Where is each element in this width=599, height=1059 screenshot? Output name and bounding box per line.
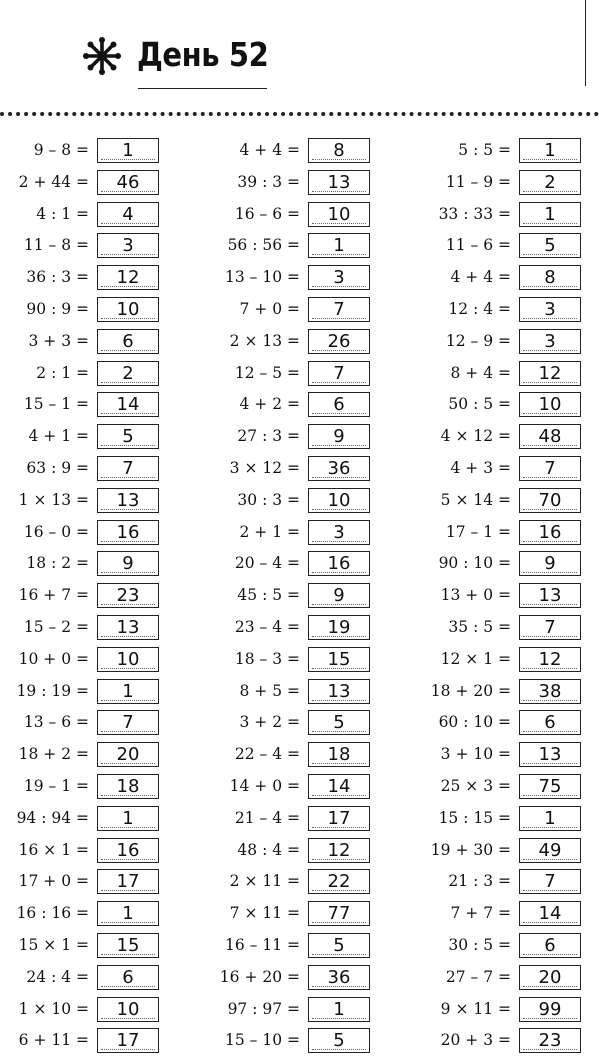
answer-box[interactable] [519, 392, 581, 417]
answer-value: 23 [116, 585, 140, 607]
exercise-expression: 18 + 20 = [430, 681, 511, 700]
answer-value: 38 [538, 680, 562, 702]
exercise-expression: 18 + 2 = [18, 745, 89, 764]
exercise-expression: 21 – 4 = [234, 808, 300, 827]
answer-box[interactable] [519, 520, 581, 545]
exercise-expression: 20 + 3 = [440, 1031, 511, 1050]
exercise-row [0, 391, 599, 423]
answer-value: 10 [116, 648, 140, 670]
answer-value: 6 [544, 934, 556, 956]
exercise-expression: 14 + 0 = [229, 776, 300, 795]
exercise-expression: 9 – 8 = [33, 141, 89, 159]
exercise-expression: 18 – 3 = [234, 649, 300, 668]
exercise-expression: 18 : 2 = [26, 554, 89, 573]
answer-box[interactable] [519, 265, 581, 290]
exercise-expression: 60 : 10 = [438, 713, 511, 732]
answer-value: 13 [116, 616, 140, 638]
answer-value: 5 [333, 712, 345, 734]
exercise-expression: 9 × 11 = [440, 999, 511, 1018]
answer-value: 16 [116, 839, 140, 861]
exercise-expression: 13 – 6 = [23, 713, 89, 732]
answer-value: 36 [327, 966, 351, 988]
answer-value: 14 [327, 775, 351, 797]
exercise-expression: 2 : 1 = [36, 363, 89, 382]
exercise-row [0, 773, 599, 805]
answer-box[interactable] [519, 233, 581, 258]
exercise-expression: 11 – 6 = [445, 236, 511, 255]
exercise-expression: 11 – 8 = [23, 236, 89, 255]
answer-box[interactable] [519, 583, 581, 608]
answer-value: 1 [544, 203, 556, 225]
exercise-expression: 50 : 5 = [448, 395, 511, 414]
exercise-expression: 8 + 4 = [450, 363, 511, 382]
answer-value: 20 [538, 966, 562, 988]
exercise-expression: 15 – 2 = [23, 617, 89, 636]
answer-value: 1 [122, 807, 134, 829]
exercise-expression: 30 : 3 = [237, 490, 300, 509]
answer-box[interactable] [519, 838, 581, 863]
exercise-expression: 4 × 12 = [440, 427, 511, 446]
answer-box[interactable] [519, 774, 581, 799]
title-underline [138, 88, 267, 89]
answer-value: 77 [327, 903, 351, 925]
exercise-expression: 15 – 1 = [23, 395, 89, 414]
exercise-expression: 17 – 1 = [445, 522, 511, 541]
exercise-expression: 7 + 7 = [450, 904, 511, 923]
exercise-expression: 3 + 2 = [239, 713, 300, 732]
exercise-row [0, 137, 599, 169]
answer-box[interactable] [519, 742, 581, 767]
exercise-expression: 90 : 10 = [438, 554, 511, 573]
answer-value: 16 [538, 521, 562, 543]
exercise-expression: 2 + 44 = [18, 172, 89, 191]
exercise-expression: 27 : 3 = [237, 427, 300, 446]
answer-value: 7 [122, 712, 134, 734]
answer-box[interactable] [519, 901, 581, 926]
answer-box[interactable] [519, 806, 581, 831]
exercise-expression: 17 + 0 = [18, 872, 89, 891]
answer-value: 75 [538, 775, 562, 797]
answer-value: 6 [333, 394, 345, 416]
exercise-expression: 30 : 5 = [448, 935, 511, 954]
exercise-expression: 21 : 3 = [448, 872, 511, 891]
answer-value: 4 [122, 203, 134, 225]
answer-value: 8 [544, 267, 556, 289]
exercise-row [0, 805, 599, 837]
answer-value: 9 [333, 426, 345, 448]
exercise-row [0, 582, 599, 614]
exercise-row [0, 232, 599, 264]
answer-value: 5 [333, 934, 345, 956]
exercise-row [0, 678, 599, 710]
page-title: День 52 [137, 35, 269, 74]
answer-value: 7 [333, 298, 345, 320]
exercise-expression: 16 : 16 = [16, 904, 89, 923]
answer-value: 3 [544, 298, 556, 320]
answer-value: 1 [122, 140, 134, 161]
exercise-expression: 16 – 11 = [225, 935, 300, 954]
dotted-separator [0, 112, 599, 116]
exercise-expression: 11 – 9 = [445, 172, 511, 191]
answer-value: 10 [538, 394, 562, 416]
exercise-expression: 12 – 9 = [445, 331, 511, 350]
exercise-expression: 19 – 1 = [23, 776, 89, 795]
answer-box[interactable] [519, 965, 581, 990]
exercise-expression: 13 + 0 = [440, 586, 511, 605]
exercise-row [0, 709, 599, 741]
answer-value: 6 [544, 712, 556, 734]
answer-box[interactable] [519, 202, 581, 227]
exercise-expression: 13 – 10 = [225, 268, 300, 287]
exercise-expression: 27 – 7 = [445, 967, 511, 986]
answer-value: 17 [116, 871, 140, 893]
exercise-expression: 7 + 0 = [239, 299, 300, 318]
exercise-row [0, 741, 599, 773]
exercise-expression: 90 : 9 = [26, 299, 89, 318]
answer-value: 7 [333, 362, 345, 384]
snowflake-asterisk-icon [82, 36, 122, 76]
answer-box[interactable] [519, 551, 581, 576]
answer-value: 18 [327, 744, 351, 766]
answer-box[interactable] [519, 138, 581, 163]
exercise-expression: 56 : 56 = [227, 236, 300, 255]
answer-box[interactable] [519, 456, 581, 481]
exercise-expression: 1 × 13 = [18, 490, 89, 509]
answer-value: 5 [544, 235, 556, 257]
answer-value: 5 [333, 1030, 345, 1052]
answer-value: 12 [538, 648, 562, 670]
answer-value: 5 [122, 426, 134, 448]
exercise-expression: 7 × 11 = [229, 904, 300, 923]
answer-value: 1 [333, 998, 345, 1020]
exercise-row [0, 964, 599, 996]
exercise-row [0, 169, 599, 201]
answer-value: 99 [538, 998, 562, 1020]
answer-box[interactable] [519, 170, 581, 195]
exercise-row [0, 868, 599, 900]
exercise-expression: 48 : 4 = [237, 840, 300, 859]
exercise-expression: 2 × 13 = [229, 331, 300, 350]
answer-value: 16 [327, 553, 351, 575]
exercise-row [0, 455, 599, 487]
exercise-row [0, 646, 599, 678]
exercise-row [0, 932, 599, 964]
answer-box[interactable] [519, 679, 581, 704]
answer-value: 8 [333, 140, 345, 161]
exercise-expression: 16 × 1 = [18, 840, 89, 859]
answer-value: 3 [333, 521, 345, 543]
answer-value: 23 [538, 1030, 562, 1052]
exercise-expression: 63 : 9 = [26, 458, 89, 477]
answer-box[interactable] [519, 424, 581, 449]
exercise-expression: 3 + 10 = [440, 745, 511, 764]
exercise-expression: 19 + 30 = [430, 840, 511, 859]
answer-value: 36 [327, 457, 351, 479]
answer-value: 49 [538, 839, 562, 861]
answer-box[interactable] [519, 869, 581, 894]
exercise-expression: 16 – 6 = [234, 204, 300, 223]
exercise-row [0, 423, 599, 455]
exercise-expression: 4 + 1 = [28, 427, 89, 446]
answer-value: 16 [116, 521, 140, 543]
exercise-expression: 4 : 1 = [36, 204, 89, 223]
answer-value: 9 [122, 553, 134, 575]
exercise-expression: 3 + 3 = [28, 331, 89, 350]
exercise-row [0, 487, 599, 519]
exercise-row [0, 550, 599, 582]
answer-value: 3 [122, 235, 134, 257]
answer-value: 10 [116, 298, 140, 320]
exercise-expression: 4 + 2 = [239, 395, 300, 414]
answer-value: 13 [116, 489, 140, 511]
answer-value: 2 [122, 362, 134, 384]
answer-value: 26 [327, 330, 351, 352]
exercise-expression: 3 × 12 = [229, 458, 300, 477]
exercise-expression: 33 : 33 = [438, 204, 511, 223]
answer-value: 13 [327, 171, 351, 193]
answer-value: 46 [116, 171, 140, 193]
answer-value: 1 [333, 235, 345, 257]
exercise-row [0, 519, 599, 551]
exercise-row [0, 614, 599, 646]
exercise-row [0, 996, 599, 1028]
answer-box[interactable] [519, 647, 581, 672]
answer-value: 14 [116, 394, 140, 416]
exercise-expression: 94 : 94 = [16, 808, 89, 827]
answer-value: 15 [116, 934, 140, 956]
answer-value: 12 [327, 839, 351, 861]
answer-value: 15 [327, 648, 351, 670]
answer-value: 22 [327, 871, 351, 893]
exercise-row [0, 296, 599, 328]
answer-value: 10 [116, 998, 140, 1020]
exercise-expression: 1 × 10 = [18, 999, 89, 1018]
answer-value: 3 [544, 330, 556, 352]
exercise-expression: 12 × 1 = [440, 649, 511, 668]
answer-value: 12 [116, 267, 140, 289]
exercise-expression: 2 + 1 = [239, 522, 300, 541]
answer-value: 14 [538, 903, 562, 925]
exercise-expression: 39 : 3 = [237, 172, 300, 191]
answer-value: 13 [327, 680, 351, 702]
exercise-expression: 5 : 5 = [458, 141, 511, 159]
page-header [0, 0, 599, 110]
exercise-expression: 10 + 0 = [18, 649, 89, 668]
exercise-expression: 20 – 4 = [234, 554, 300, 573]
answer-value: 6 [122, 966, 134, 988]
answer-value: 10 [327, 203, 351, 225]
answer-value: 1 [544, 807, 556, 829]
exercise-expression: 97 : 97 = [227, 999, 300, 1018]
answer-value: 20 [116, 744, 140, 766]
answer-value: 7 [544, 457, 556, 479]
answer-value: 7 [544, 871, 556, 893]
answer-box[interactable] [519, 997, 581, 1022]
answer-box[interactable] [519, 710, 581, 735]
exercise-expression: 16 + 7 = [18, 586, 89, 605]
exercise-expression: 22 – 4 = [234, 745, 300, 764]
answer-value: 9 [544, 553, 556, 575]
answer-value: 17 [116, 1030, 140, 1052]
answer-value: 1 [122, 903, 134, 925]
answer-value: 18 [116, 775, 140, 797]
answer-value: 1 [122, 680, 134, 702]
exercise-row [0, 360, 599, 392]
answer-box[interactable] [519, 933, 581, 958]
answer-value: 2 [544, 171, 556, 193]
exercise-expression: 8 + 5 = [239, 681, 300, 700]
exercise-expression: 35 : 5 = [448, 617, 511, 636]
answer-box[interactable] [519, 329, 581, 354]
exercise-column-3 [0, 137, 599, 1059]
exercise-row [0, 201, 599, 233]
exercise-expression: 24 : 4 = [26, 967, 89, 986]
exercise-expression: 16 + 20 = [219, 967, 300, 986]
exercise-expression: 6 + 11 = [18, 1031, 89, 1050]
exercise-expression: 15 : 15 = [438, 808, 511, 827]
exercise-expression: 36 : 3 = [26, 268, 89, 287]
exercise-expression: 4 + 4 = [239, 141, 300, 159]
answer-box[interactable] [519, 488, 581, 513]
answer-value: 13 [538, 744, 562, 766]
exercise-expression: 2 × 11 = [229, 872, 300, 891]
exercise-expression: 12 : 4 = [448, 299, 511, 318]
answer-value: 6 [122, 330, 134, 352]
answer-value: 10 [327, 489, 351, 511]
answer-value: 3 [333, 267, 345, 289]
exercise-expression: 15 – 10 = [225, 1031, 300, 1050]
answer-box[interactable] [519, 1028, 581, 1053]
answer-value: 17 [327, 807, 351, 829]
exercise-expression: 5 × 14 = [440, 490, 511, 509]
exercise-expression: 4 + 3 = [450, 458, 511, 477]
answer-value: 70 [538, 489, 562, 511]
exercise-expression: 16 – 0 = [23, 522, 89, 541]
exercise-row [0, 328, 599, 360]
answer-value: 9 [333, 585, 345, 607]
exercise-row [0, 1027, 599, 1059]
answer-value: 13 [538, 585, 562, 607]
exercise-expression: 15 × 1 = [18, 935, 89, 954]
exercise-expression: 45 : 5 = [237, 586, 300, 605]
exercise-row [0, 264, 599, 296]
answer-box[interactable] [519, 297, 581, 322]
answer-value: 48 [538, 426, 562, 448]
answer-value: 7 [122, 457, 134, 479]
exercise-expression: 25 × 3 = [440, 776, 511, 795]
exercise-expression: 12 – 5 = [234, 363, 300, 382]
answer-value: 7 [544, 616, 556, 638]
answer-value: 19 [327, 616, 351, 638]
answer-value: 1 [544, 140, 556, 161]
exercise-row [0, 900, 599, 932]
exercise-expression: 23 – 4 = [234, 617, 300, 636]
answer-box[interactable] [519, 361, 581, 386]
exercise-expression: 4 + 4 = [450, 268, 511, 287]
answer-value: 12 [538, 362, 562, 384]
exercise-expression: 19 : 19 = [16, 681, 89, 700]
answer-box[interactable] [519, 615, 581, 640]
exercise-row [0, 837, 599, 869]
